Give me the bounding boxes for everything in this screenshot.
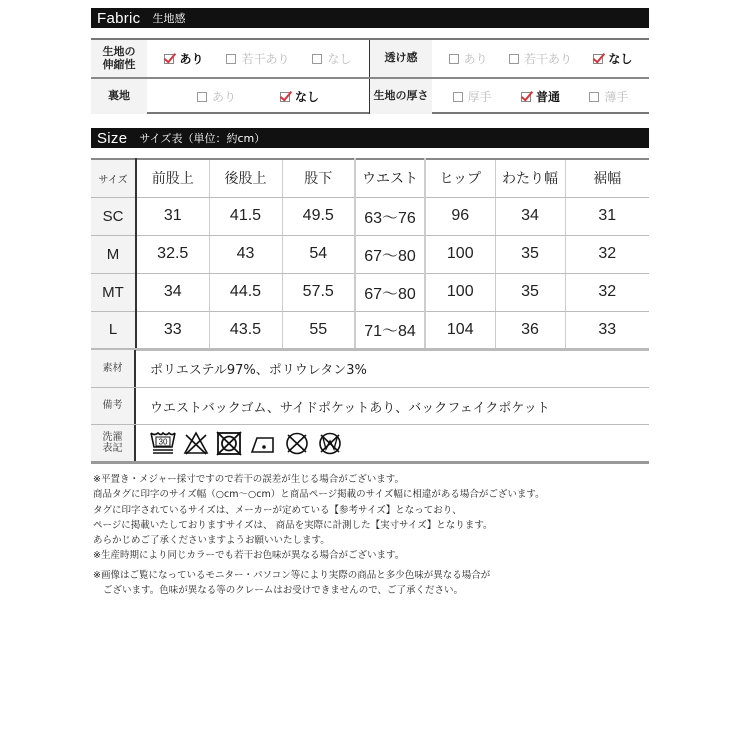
table-cell: 32.5 [136, 235, 209, 273]
care-row [91, 424, 649, 461]
table-cell: 96 [425, 197, 495, 235]
fabric-title-en: Fabric [97, 9, 141, 27]
size-table [91, 158, 649, 351]
col-back-rise: 後股上 [209, 159, 282, 197]
product-info [91, 350, 649, 464]
sheerness-group [370, 40, 649, 77]
stretch-option-no: なし [312, 50, 351, 67]
size-title-ja: サイズ表（単位：約cm） [139, 132, 266, 145]
fabric-title-ja: 生地感 [152, 12, 186, 25]
wash-30-gentle-icon [150, 430, 176, 456]
no-dry-clean-icon [284, 430, 310, 456]
table-cell: 100 [425, 273, 495, 311]
table-cell: 100 [425, 235, 495, 273]
table-cell: 54 [282, 235, 355, 273]
note-line: ※生産時期により同じカラーでも若干お色味が異なる場合がございます。 [93, 550, 405, 562]
stretch-option-slight: 若干あり [226, 50, 289, 67]
remarks-row [91, 387, 649, 424]
remarks-value: ウエストバックゴム、サイドポケットあり、バックフェイクポケット [150, 400, 550, 416]
disclaimer-notes [93, 472, 545, 598]
size-cell: L [91, 311, 136, 349]
table-cell: 34 [495, 197, 565, 235]
care-label: 洗濯 表記 [91, 425, 136, 461]
table-cell: 71〜84 [355, 311, 425, 349]
table-cell: 35 [495, 273, 565, 311]
no-bleach-icon [183, 430, 209, 456]
table-cell: 33 [136, 311, 209, 349]
table-cell: 43 [209, 235, 282, 273]
thickness-group [370, 79, 649, 114]
sheer-option-slight: 若干あり [509, 50, 572, 67]
checkbox-empty-icon [226, 54, 236, 64]
note-line: ※平置き・メジャー採寸ですので若干の誤差が生じる場合がございます。 [93, 474, 405, 485]
material-value: ポリエステル97%、ポリウレタン3% [150, 363, 367, 378]
checkbox-empty-icon [589, 92, 599, 102]
size-cell: MT [91, 273, 136, 311]
checkbox-empty-icon [509, 54, 519, 64]
checkbox-empty-icon [453, 92, 463, 102]
lining-option-no: なし [280, 88, 319, 105]
table-row [91, 311, 649, 349]
table-cell: 57.5 [282, 273, 355, 311]
col-thigh: わたり幅 [495, 159, 565, 197]
table-cell: 63〜76 [355, 197, 425, 235]
fabric-row [91, 40, 649, 77]
table-cell: 33 [565, 311, 649, 349]
checkbox-checked-icon [521, 92, 531, 102]
checkbox-checked-icon [280, 92, 290, 102]
sheerness-label: 透け感 [370, 40, 432, 77]
size-title-en: Size [97, 129, 128, 147]
size-cell: SC [91, 197, 136, 235]
note-line: ございます。色味が異なる等のクレームはお受けできませんので、ご了承ください。 [103, 585, 464, 597]
thickness-option-thick: 厚手 [453, 88, 492, 105]
svg-text:30: 30 [158, 437, 168, 447]
table-cell: 36 [495, 311, 565, 349]
table-cell: 49.5 [282, 197, 355, 235]
lining-label: 裏地 [91, 79, 147, 114]
note-line: あらかじめご了承くださいますようお願いいたします。 [93, 535, 330, 547]
checkbox-empty-icon [312, 54, 322, 64]
stretch-option-yes: あり [164, 50, 203, 67]
checkbox-empty-icon [197, 92, 207, 102]
lining-group [91, 79, 370, 114]
size-table-header [91, 159, 649, 197]
checkbox-checked-icon [593, 54, 603, 64]
table-cell: 43.5 [209, 311, 282, 349]
sheer-option-no: なし [593, 50, 632, 67]
table-cell: 32 [565, 273, 649, 311]
table-cell: 35 [495, 235, 565, 273]
material-label: 素材 [91, 350, 136, 387]
col-front-rise: 前股上 [136, 159, 209, 197]
col-hip: ヒップ [425, 159, 495, 197]
table-row [91, 235, 649, 273]
lining-option-yes: あり [197, 88, 236, 105]
table-row [91, 273, 649, 311]
care-icons [150, 430, 343, 456]
note-line: タグに印字されているサイズは、メーカーが定めている【参考サイズ】となっており、 [93, 504, 462, 516]
thickness-option-normal: 普通 [521, 88, 560, 105]
col-waist: ウエスト [355, 159, 425, 197]
fabric-section-header [91, 8, 649, 28]
table-cell: 34 [136, 273, 209, 311]
table-cell: 67〜80 [355, 273, 425, 311]
thickness-option-thin: 薄手 [589, 88, 628, 105]
size-cell: M [91, 235, 136, 273]
material-row [91, 350, 649, 387]
stretch-group [91, 40, 370, 77]
table-cell: 104 [425, 311, 495, 349]
iron-low-icon [249, 430, 277, 456]
table-cell: 32 [565, 235, 649, 273]
sheer-option-yes: あり [449, 50, 488, 67]
stretch-label: 生地の 伸縮性 [91, 40, 147, 77]
col-inseam: 股下 [282, 159, 355, 197]
note-line: ※画像はご覧になっているモニター・パソコン等により実際の商品と多少色味が異なる場合が [93, 569, 491, 581]
note-line: 商品タグに印字のサイズ幅（○cm〜○cm）と商品ページ掲載のサイズ幅に相違がある場合がございます。 [93, 489, 545, 501]
table-cell: 31 [136, 197, 209, 235]
size-section-header [91, 128, 649, 148]
checkbox-empty-icon [449, 54, 459, 64]
col-hem: 裾幅 [565, 159, 649, 197]
table-cell: 31 [565, 197, 649, 235]
thickness-label: 生地の厚さ [370, 79, 432, 114]
col-size: サイズ [91, 159, 136, 197]
no-wet-clean-icon [317, 430, 343, 456]
checkbox-checked-icon [164, 54, 174, 64]
table-row [91, 197, 649, 235]
no-tumble-dry-icon [216, 430, 242, 456]
table-cell: 67〜80 [355, 235, 425, 273]
table-cell: 55 [282, 311, 355, 349]
table-cell: 41.5 [209, 197, 282, 235]
table-cell: 44.5 [209, 273, 282, 311]
remarks-label: 備考 [91, 388, 136, 424]
fabric-row [91, 77, 649, 114]
note-line: ページに掲載いたしておりますサイズは、 商品を実際に計測した【実寸サイズ】となります。 [93, 519, 493, 531]
fabric-table [91, 38, 649, 114]
